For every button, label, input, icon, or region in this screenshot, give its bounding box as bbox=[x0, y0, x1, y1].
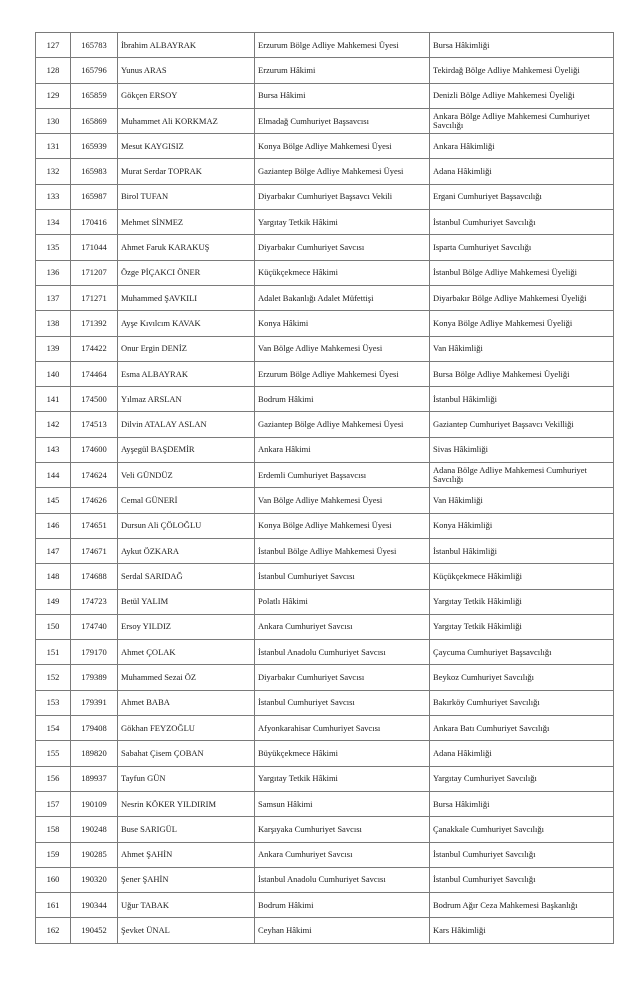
registry-number-cell: 179391 bbox=[71, 690, 118, 715]
registry-number-cell: 165796 bbox=[71, 58, 118, 83]
new-position-cell: İstanbul Bölge Adliye Mahkemesi Üyeliği bbox=[430, 260, 614, 285]
table-row bbox=[36, 665, 614, 690]
current-position-cell: Küçükçekmece Hâkimi bbox=[255, 260, 430, 285]
row-number-cell: 127 bbox=[36, 33, 71, 58]
current-position-cell: Konya Bölge Adliye Mahkemesi Üyesi bbox=[255, 134, 430, 159]
row-number-cell: 145 bbox=[36, 488, 71, 513]
new-position-cell: Gaziantep Cumhuriyet Başsavcı Vekilliği bbox=[430, 412, 614, 437]
person-name-cell: Ahmet BABA bbox=[118, 690, 255, 715]
registry-number-cell: 165939 bbox=[71, 134, 118, 159]
person-name-cell: Özge PİÇAKCI ÖNER bbox=[118, 260, 255, 285]
new-position-cell: Beykoz Cumhuriyet Savcılığı bbox=[430, 665, 614, 690]
current-position-cell: Van Bölge Adliye Mahkemesi Üyesi bbox=[255, 336, 430, 361]
person-name-cell: Cemal GÜNERİ bbox=[118, 488, 255, 513]
row-number-cell: 149 bbox=[36, 589, 71, 614]
current-position-cell: Bursa Hâkimi bbox=[255, 83, 430, 108]
registry-number-cell: 174600 bbox=[71, 437, 118, 462]
new-position-cell: Çaycuma Cumhuriyet Başsavcılığı bbox=[430, 640, 614, 665]
table-row bbox=[36, 463, 614, 488]
new-position-cell: Bodrum Ağır Ceza Mahkemesi Başkanlığı bbox=[430, 893, 614, 918]
person-name-cell: Ayşe Kıvılcım KAVAK bbox=[118, 311, 255, 336]
person-name-cell: Mesut KAYGISIZ bbox=[118, 134, 255, 159]
table-row bbox=[36, 513, 614, 538]
table-row bbox=[36, 33, 614, 58]
row-number-cell: 140 bbox=[36, 361, 71, 386]
current-position-cell: Afyonkarahisar Cumhuriyet Savcısı bbox=[255, 716, 430, 741]
table-row bbox=[36, 893, 614, 918]
registry-number-cell: 190285 bbox=[71, 842, 118, 867]
registry-number-cell: 165783 bbox=[71, 33, 118, 58]
registry-number-cell: 190344 bbox=[71, 893, 118, 918]
registry-number-cell: 174624 bbox=[71, 463, 118, 488]
registry-number-cell: 174422 bbox=[71, 336, 118, 361]
row-number-cell: 156 bbox=[36, 766, 71, 791]
person-name-cell: Gökhan FEYZOĞLU bbox=[118, 716, 255, 741]
registry-number-cell: 189820 bbox=[71, 741, 118, 766]
row-number-cell: 146 bbox=[36, 513, 71, 538]
table-row bbox=[36, 311, 614, 336]
person-name-cell: Uğur TABAK bbox=[118, 893, 255, 918]
table-row bbox=[36, 918, 614, 943]
registry-number-cell: 179389 bbox=[71, 665, 118, 690]
registry-number-cell: 179408 bbox=[71, 716, 118, 741]
registry-number-cell: 171392 bbox=[71, 311, 118, 336]
registry-number-cell: 179170 bbox=[71, 640, 118, 665]
row-number-cell: 132 bbox=[36, 159, 71, 184]
current-position-cell: Yargıtay Tetkik Hâkimi bbox=[255, 210, 430, 235]
table-row bbox=[36, 260, 614, 285]
row-number-cell: 154 bbox=[36, 716, 71, 741]
table-row bbox=[36, 134, 614, 159]
row-number-cell: 161 bbox=[36, 893, 71, 918]
row-number-cell: 144 bbox=[36, 463, 71, 488]
table-row bbox=[36, 741, 614, 766]
registry-number-cell: 174723 bbox=[71, 589, 118, 614]
current-position-cell: Samsun Hâkimi bbox=[255, 791, 430, 816]
person-name-cell: Buse SARIGÜL bbox=[118, 817, 255, 842]
row-number-cell: 152 bbox=[36, 665, 71, 690]
new-position-cell: Küçükçekmece Hâkimliği bbox=[430, 564, 614, 589]
current-position-cell: Yargıtay Tetkik Hâkimi bbox=[255, 766, 430, 791]
registry-number-cell: 190248 bbox=[71, 817, 118, 842]
current-position-cell: İstanbul Anadolu Cumhuriyet Savcısı bbox=[255, 867, 430, 892]
registry-number-cell: 174688 bbox=[71, 564, 118, 589]
registry-number-cell: 190320 bbox=[71, 867, 118, 892]
new-position-cell: Bursa Hâkimliği bbox=[430, 33, 614, 58]
current-position-cell: Bodrum Hâkimi bbox=[255, 893, 430, 918]
row-number-cell: 137 bbox=[36, 285, 71, 310]
registry-number-cell: 174671 bbox=[71, 538, 118, 563]
new-position-cell: Ankara Hâkimliği bbox=[430, 134, 614, 159]
table-row bbox=[36, 336, 614, 361]
new-position-cell: Konya Bölge Adliye Mahkemesi Üyeliği bbox=[430, 311, 614, 336]
person-name-cell: Muhammed ŞAVKILI bbox=[118, 285, 255, 310]
current-position-cell: Erzurum Bölge Adliye Mahkemesi Üyesi bbox=[255, 33, 430, 58]
person-name-cell: Yılmaz ARSLAN bbox=[118, 387, 255, 412]
new-position-cell: Adana Bölge Adliye Mahkemesi Cumhuriyet Savcılığı bbox=[430, 463, 614, 488]
current-position-cell: Konya Hâkimi bbox=[255, 311, 430, 336]
row-number-cell: 136 bbox=[36, 260, 71, 285]
new-position-cell: İstanbul Cumhuriyet Savcılığı bbox=[430, 842, 614, 867]
table-row bbox=[36, 791, 614, 816]
table-row bbox=[36, 766, 614, 791]
table-row bbox=[36, 184, 614, 209]
person-name-cell: Veli GÜNDÜZ bbox=[118, 463, 255, 488]
table-row bbox=[36, 387, 614, 412]
row-number-cell: 157 bbox=[36, 791, 71, 816]
row-number-cell: 162 bbox=[36, 918, 71, 943]
person-name-cell: Aykut ÖZKARA bbox=[118, 538, 255, 563]
row-number-cell: 130 bbox=[36, 108, 71, 133]
current-position-cell: İstanbul Anadolu Cumhuriyet Savcısı bbox=[255, 640, 430, 665]
table-row bbox=[36, 437, 614, 462]
new-position-cell: Ankara Batı Cumhuriyet Savcılığı bbox=[430, 716, 614, 741]
appointment-table bbox=[35, 32, 614, 944]
registry-number-cell: 165859 bbox=[71, 83, 118, 108]
person-name-cell: Nesrin KÖKER YILDIRIM bbox=[118, 791, 255, 816]
table-row bbox=[36, 817, 614, 842]
row-number-cell: 143 bbox=[36, 437, 71, 462]
new-position-cell: Bursa Bölge Adliye Mahkemesi Üyeliği bbox=[430, 361, 614, 386]
row-number-cell: 135 bbox=[36, 235, 71, 260]
person-name-cell: Betül YALIM bbox=[118, 589, 255, 614]
row-number-cell: 158 bbox=[36, 817, 71, 842]
row-number-cell: 159 bbox=[36, 842, 71, 867]
new-position-cell: Sivas Hâkimliği bbox=[430, 437, 614, 462]
new-position-cell: Yargıtay Tetkik Hâkimliği bbox=[430, 614, 614, 639]
new-position-cell: Yargıtay Tetkik Hâkimliği bbox=[430, 589, 614, 614]
appointment-table-body bbox=[36, 33, 614, 944]
current-position-cell: İstanbul Bölge Adliye Mahkemesi Üyesi bbox=[255, 538, 430, 563]
person-name-cell: Muhammed Sezai ÖZ bbox=[118, 665, 255, 690]
registry-number-cell: 165869 bbox=[71, 108, 118, 133]
row-number-cell: 129 bbox=[36, 83, 71, 108]
person-name-cell: Ahmet ÇOLAK bbox=[118, 640, 255, 665]
person-name-cell: Şener ŞAHİN bbox=[118, 867, 255, 892]
new-position-cell: Adana Hâkimliği bbox=[430, 741, 614, 766]
table-row bbox=[36, 640, 614, 665]
new-position-cell: Kars Hâkimliği bbox=[430, 918, 614, 943]
new-position-cell: Adana Hâkimliği bbox=[430, 159, 614, 184]
current-position-cell: Erzurum Hâkimi bbox=[255, 58, 430, 83]
row-number-cell: 160 bbox=[36, 867, 71, 892]
registry-number-cell: 174500 bbox=[71, 387, 118, 412]
current-position-cell: Diyarbakır Cumhuriyet Savcısı bbox=[255, 235, 430, 260]
current-position-cell: Polatlı Hâkimi bbox=[255, 589, 430, 614]
person-name-cell: Ahmet ŞAHİN bbox=[118, 842, 255, 867]
row-number-cell: 138 bbox=[36, 311, 71, 336]
person-name-cell: Serdal SARIDAĞ bbox=[118, 564, 255, 589]
table-row bbox=[36, 614, 614, 639]
current-position-cell: Ankara Cumhuriyet Savcısı bbox=[255, 842, 430, 867]
new-position-cell: Bursa Hâkimliği bbox=[430, 791, 614, 816]
row-number-cell: 151 bbox=[36, 640, 71, 665]
row-number-cell: 155 bbox=[36, 741, 71, 766]
person-name-cell: Esma ALBAYRAK bbox=[118, 361, 255, 386]
current-position-cell: Karşıyaka Cumhuriyet Savcısı bbox=[255, 817, 430, 842]
current-position-cell: Ankara Cumhuriyet Savcısı bbox=[255, 614, 430, 639]
row-number-cell: 139 bbox=[36, 336, 71, 361]
new-position-cell: İstanbul Hâkimliği bbox=[430, 538, 614, 563]
current-position-cell: Gaziantep Bölge Adliye Mahkemesi Üyesi bbox=[255, 412, 430, 437]
registry-number-cell: 174513 bbox=[71, 412, 118, 437]
current-position-cell: Konya Bölge Adliye Mahkemesi Üyesi bbox=[255, 513, 430, 538]
new-position-cell: İstanbul Cumhuriyet Savcılığı bbox=[430, 867, 614, 892]
table-row bbox=[36, 690, 614, 715]
person-name-cell: Tayfun GÜN bbox=[118, 766, 255, 791]
new-position-cell: Diyarbakır Bölge Adliye Mahkemesi Üyeliği bbox=[430, 285, 614, 310]
table-row bbox=[36, 285, 614, 310]
registry-number-cell: 174740 bbox=[71, 614, 118, 639]
row-number-cell: 131 bbox=[36, 134, 71, 159]
person-name-cell: Ahmet Faruk KARAKUŞ bbox=[118, 235, 255, 260]
new-position-cell: Ankara Bölge Adliye Mahkemesi Cumhuriyet Savcılığı bbox=[430, 108, 614, 133]
row-number-cell: 147 bbox=[36, 538, 71, 563]
registry-number-cell: 190452 bbox=[71, 918, 118, 943]
table-row bbox=[36, 83, 614, 108]
registry-number-cell: 170416 bbox=[71, 210, 118, 235]
new-position-cell: Ergani Cumhuriyet Başsavcılığı bbox=[430, 184, 614, 209]
table-row bbox=[36, 210, 614, 235]
current-position-cell: İstanbul Cumhuriyet Savcısı bbox=[255, 564, 430, 589]
new-position-cell: Çanakkale Cumhuriyet Savcılığı bbox=[430, 817, 614, 842]
row-number-cell: 150 bbox=[36, 614, 71, 639]
current-position-cell: Diyarbakır Cumhuriyet Başsavcı Vekili bbox=[255, 184, 430, 209]
registry-number-cell: 174464 bbox=[71, 361, 118, 386]
current-position-cell: Van Bölge Adliye Mahkemesi Üyesi bbox=[255, 488, 430, 513]
current-position-cell: Erzurum Bölge Adliye Mahkemesi Üyesi bbox=[255, 361, 430, 386]
person-name-cell: Mehmet SİNMEZ bbox=[118, 210, 255, 235]
current-position-cell: Gaziantep Bölge Adliye Mahkemesi Üyesi bbox=[255, 159, 430, 184]
current-position-cell: Adalet Bakanlığı Adalet Müfettişi bbox=[255, 285, 430, 310]
row-number-cell: 128 bbox=[36, 58, 71, 83]
person-name-cell: Dilvin ATALAY ASLAN bbox=[118, 412, 255, 437]
current-position-cell: Erdemli Cumhuriyet Başsavcısı bbox=[255, 463, 430, 488]
person-name-cell: Ayşegül BAŞDEMİR bbox=[118, 437, 255, 462]
new-position-cell: Yargıtay Cumhuriyet Savcılığı bbox=[430, 766, 614, 791]
table-row bbox=[36, 716, 614, 741]
current-position-cell: İstanbul Cumhuriyet Savcısı bbox=[255, 690, 430, 715]
person-name-cell: Dursun Ali ÇÖLOĞLU bbox=[118, 513, 255, 538]
person-name-cell: Murat Serdar TOPRAK bbox=[118, 159, 255, 184]
current-position-cell: Ceyhan Hâkimi bbox=[255, 918, 430, 943]
new-position-cell: Denizli Bölge Adliye Mahkemesi Üyeliği bbox=[430, 83, 614, 108]
current-position-cell: Bodrum Hâkimi bbox=[255, 387, 430, 412]
person-name-cell: Sabahat Çisem ÇOBAN bbox=[118, 741, 255, 766]
new-position-cell: İstanbul Hâkimliği bbox=[430, 387, 614, 412]
table-row bbox=[36, 412, 614, 437]
row-number-cell: 142 bbox=[36, 412, 71, 437]
table-row bbox=[36, 488, 614, 513]
registry-number-cell: 165983 bbox=[71, 159, 118, 184]
new-position-cell: Isparta Cumhuriyet Savcılığı bbox=[430, 235, 614, 260]
person-name-cell: Gökçen ERSOY bbox=[118, 83, 255, 108]
person-name-cell: Birol TUFAN bbox=[118, 184, 255, 209]
table-row bbox=[36, 108, 614, 133]
new-position-cell: Konya Hâkimliği bbox=[430, 513, 614, 538]
table-row bbox=[36, 867, 614, 892]
row-number-cell: 133 bbox=[36, 184, 71, 209]
new-position-cell: Van Hâkimliği bbox=[430, 336, 614, 361]
registry-number-cell: 171207 bbox=[71, 260, 118, 285]
row-number-cell: 134 bbox=[36, 210, 71, 235]
registry-number-cell: 171271 bbox=[71, 285, 118, 310]
person-name-cell: Yunus ARAS bbox=[118, 58, 255, 83]
table-row bbox=[36, 842, 614, 867]
person-name-cell: Muhammet Ali KORKMAZ bbox=[118, 108, 255, 133]
table-row bbox=[36, 159, 614, 184]
new-position-cell: Van Hâkimliği bbox=[430, 488, 614, 513]
table-row bbox=[36, 589, 614, 614]
person-name-cell: Onur Ergin DENİZ bbox=[118, 336, 255, 361]
new-position-cell: Bakırköy Cumhuriyet Savcılığı bbox=[430, 690, 614, 715]
registry-number-cell: 190109 bbox=[71, 791, 118, 816]
new-position-cell: İstanbul Cumhuriyet Savcılığı bbox=[430, 210, 614, 235]
registry-number-cell: 174626 bbox=[71, 488, 118, 513]
current-position-cell: Büyükçekmece Hâkimi bbox=[255, 741, 430, 766]
row-number-cell: 141 bbox=[36, 387, 71, 412]
person-name-cell: Ersoy YILDIZ bbox=[118, 614, 255, 639]
registry-number-cell: 165987 bbox=[71, 184, 118, 209]
table-row bbox=[36, 58, 614, 83]
table-row bbox=[36, 235, 614, 260]
table-row bbox=[36, 361, 614, 386]
registry-number-cell: 189937 bbox=[71, 766, 118, 791]
person-name-cell: İbrahim ALBAYRAK bbox=[118, 33, 255, 58]
current-position-cell: Elmadağ Cumhuriyet Başsavcısı bbox=[255, 108, 430, 133]
current-position-cell: Ankara Hâkimi bbox=[255, 437, 430, 462]
row-number-cell: 148 bbox=[36, 564, 71, 589]
new-position-cell: Tekirdağ Bölge Adliye Mahkemesi Üyeliği bbox=[430, 58, 614, 83]
person-name-cell: Şevket ÜNAL bbox=[118, 918, 255, 943]
registry-number-cell: 174651 bbox=[71, 513, 118, 538]
registry-number-cell: 171044 bbox=[71, 235, 118, 260]
table-row bbox=[36, 538, 614, 563]
current-position-cell: Diyarbakır Cumhuriyet Savcısı bbox=[255, 665, 430, 690]
row-number-cell: 153 bbox=[36, 690, 71, 715]
table-row bbox=[36, 564, 614, 589]
